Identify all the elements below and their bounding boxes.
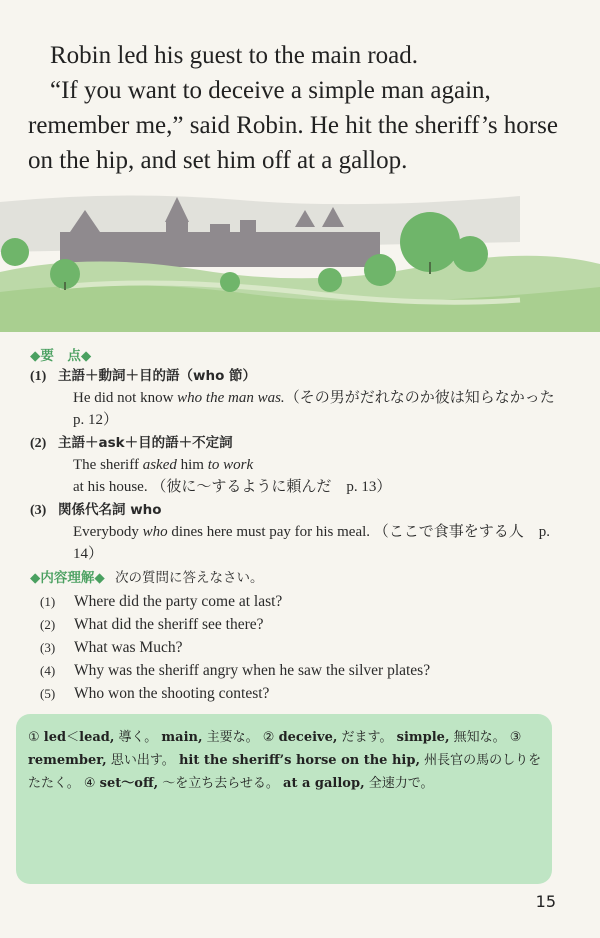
question-number: (3)	[40, 640, 56, 655]
question-item	[40, 682, 575, 705]
story-text	[28, 38, 578, 178]
page-number: 15	[535, 892, 556, 911]
grammar-item-title: 関係代名詞 who	[58, 502, 162, 518]
vocabulary-notes-box	[16, 714, 552, 884]
question-item	[40, 636, 575, 659]
note-text: ～を立ち去らせる。	[158, 776, 284, 791]
example-italic: asked	[142, 457, 177, 473]
example-italic: to work	[207, 457, 254, 473]
story-line-2: “If you want to deceive a simple man again, remember me,” said Robin. He hit the sheriff’s horse on the hip, and set him off at a gallop.	[28, 77, 558, 174]
note-text: 全速力で。	[364, 776, 434, 791]
grammar-item-title: 主語＋動詞＋目的語（who 節）	[58, 368, 257, 384]
note-term: lead,	[79, 730, 115, 745]
comprehension-instruction: 次の質問に答えなさい。	[115, 570, 264, 586]
note-text: ＜	[66, 730, 80, 745]
example-translation: at his house. （彼に～するように頼んだ p. 13）	[73, 479, 392, 495]
question-number: (4)	[40, 663, 56, 678]
note-text: 主要な。 ②	[202, 730, 279, 745]
note-term: simple,	[396, 730, 450, 745]
grammar-points-section	[30, 344, 575, 565]
question-number: (5)	[40, 686, 56, 701]
grammar-example-1	[73, 387, 575, 431]
grammar-item-number: (3)	[30, 503, 47, 518]
grammar-item-title: 主語＋ask＋目的語＋不定詞	[58, 435, 233, 451]
note-term: deceive,	[278, 730, 338, 745]
note-term: at a gallop,	[283, 776, 365, 791]
story-line-1: Robin led his guest to the main road.	[50, 42, 419, 69]
note-term: main,	[161, 730, 203, 745]
note-text: 思い出す。	[106, 753, 179, 768]
comprehension-heading: ◆内容理解◆	[30, 570, 105, 586]
question-text: What was Much?	[74, 639, 183, 656]
note-text: 導く。	[114, 730, 162, 745]
note-text: だます。	[337, 730, 397, 745]
question-text: Where did the party come at last?	[74, 593, 283, 610]
example-italic: who	[142, 524, 168, 540]
note-text: ①	[28, 730, 44, 745]
question-text: What did the sheriff see there?	[74, 616, 264, 633]
note-term: set～off,	[99, 776, 159, 791]
example-text: The sheriff	[73, 457, 143, 473]
question-text: Why was the sheriff angry when he saw the silver plates?	[74, 662, 431, 679]
castle-landscape-illustration	[0, 182, 600, 332]
question-number: (2)	[40, 617, 56, 632]
question-text: Who won the shooting contest?	[74, 685, 270, 702]
grammar-item-2	[30, 433, 575, 454]
grammar-item-number: (1)	[30, 369, 47, 384]
note-term: hit the sheriff’s horse on the hip,	[178, 753, 420, 768]
note-term: remember,	[28, 753, 107, 768]
example-translation: dines here must pay for his meal. （ここで食事をする人 p. 14）	[73, 524, 551, 562]
example-text: Everybody	[73, 524, 143, 540]
grammar-heading: ◆要 点◆	[30, 348, 92, 364]
question-item	[40, 590, 575, 613]
note-text: 無知な。 ③	[449, 730, 522, 745]
question-item	[40, 613, 575, 636]
grammar-example-2	[73, 454, 575, 498]
grammar-example-3	[73, 521, 575, 565]
example-translation: （その男がだれなのか彼は知らなかった p. 12）	[73, 390, 570, 428]
note-term: led	[43, 730, 67, 745]
example-text: He did not know	[73, 390, 178, 406]
vocabulary-notes-text	[28, 726, 543, 795]
grammar-item-number: (2)	[30, 436, 47, 451]
note-text: 州長官の馬のしりをたたく。 ④	[28, 753, 542, 791]
grammar-item-1	[30, 366, 575, 387]
comprehension-section	[30, 566, 575, 705]
example-italic: who the man was.	[177, 390, 285, 406]
question-item	[40, 659, 575, 682]
question-list	[40, 590, 575, 705]
grammar-item-3	[30, 500, 575, 521]
example-text: him	[176, 457, 208, 473]
question-number: (1)	[40, 594, 56, 609]
